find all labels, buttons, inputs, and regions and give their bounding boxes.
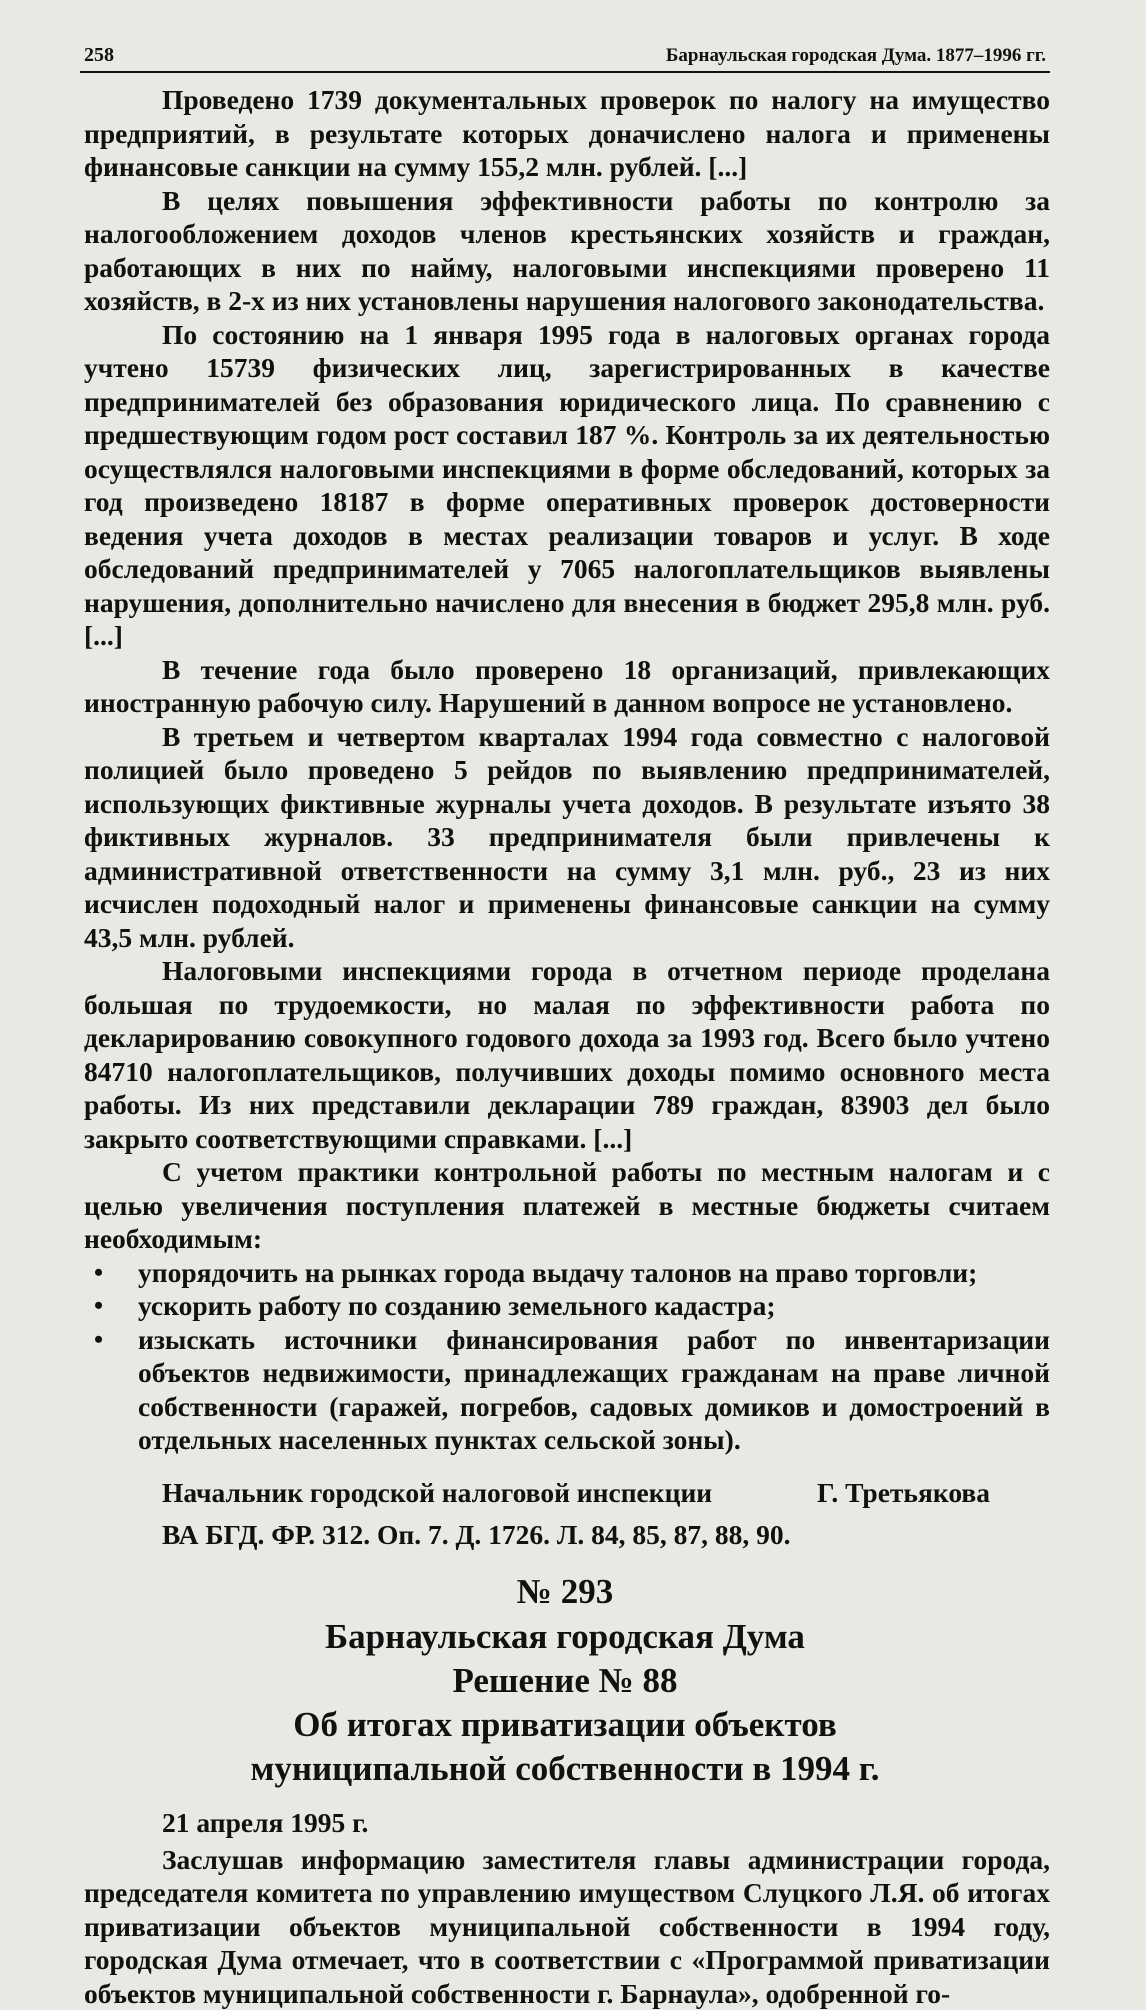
paragraph: Налоговыми инспекциями города в отчетном периоде проделана большая по трудоемкости, но малая по эффективности работа по декларированию совокупного годового дохода за 1993 год. Всего было учтено 84710 налогоплательщиков, получивших доходы помимо основного места работы. Из них представили декларации 789 граждан, 83903 дел было закрыто соответствующими справками. [...]	[84, 954, 1050, 1155]
document-heading	[80, 1569, 1050, 1791]
paragraph: Проведено 1739 документальных проверок по налогу на имущество предприятий, в результате которых доначислено налога и применены финансовые санкции на сумму 155,2 млн. рублей. [...]	[84, 83, 1050, 184]
organization-name: Барнаульская городская Дума	[80, 1615, 1050, 1659]
bullet-list	[84, 1256, 1050, 1457]
list-item	[84, 1256, 1050, 1290]
paragraph: По состоянию на 1 января 1995 года в налоговых органах города учтено 15739 физических лиц, зарегистрированных в качестве предпринимателей без образования юридического лица. По сравнению с предшествующим годом рост составил 187 %. Контроль за их деятельностью осуществлялся налоговыми инспекциями в форме обследований, которых за год произведено 18187 в форме оперативных проверок достоверности ведения учета доходов в местах реализации товаров и услуг. В ходе обследований предпринимателей у 7065 налогоплательщиков выявлены нарушения, дополнительно начислено для внесения в бюджет 295,8 млн. руб. [...]	[84, 318, 1050, 653]
page-number: 258	[84, 44, 114, 67]
list-item	[84, 1323, 1050, 1457]
list-item	[84, 1289, 1050, 1323]
decision-text	[80, 1843, 1050, 2010]
body-text	[80, 83, 1050, 1457]
paragraph: В течение года было проверено 18 организаций, привлекающих иностранную рабочую силу. Нарушений в данном вопросе не установлено.	[84, 653, 1050, 720]
signature	[80, 1477, 1050, 1509]
paragraph: В целях повышения эффективности работы по контролю за налогообложением доходов членов крестьянских хозяйств и граждан, работающих в них по найму, налоговыми инспекциями проверено 11 хозяйств, в 2-х из них установлены нарушения налогового законодательства.	[84, 184, 1050, 318]
list-item-text: ускорить работу по созданию земельного кадастра;	[138, 1290, 776, 1321]
bullet-icon: •	[94, 1323, 103, 1357]
bullet-icon: •	[94, 1289, 103, 1323]
list-item-text: изыскать источники финансирования работ по инвентаризации объектов недвижимости, принадлежащих гражданам на праве личной собственности (гаражей, погребов, садовых домиков и домостроений в отдельных населенных пунктах сельской зоны).	[138, 1324, 1050, 1456]
bullet-icon: •	[94, 1256, 103, 1290]
document-date: 21 апреля 1995 г.	[80, 1807, 1050, 1839]
decision-title: Решение № 88	[80, 1659, 1050, 1703]
list-item-text: упорядочить на рынках города выдачу талонов на право торговли;	[138, 1257, 977, 1288]
paragraph: В третьем и четвертом кварталах 1994 года совместно с налоговой полицией было проведено 5 рейдов по выявлению предпринимателей, использующих фиктивные журналы учета доходов. В результате изъято 38 фиктивных журналов. 33 предпринимателя были привлечены к административной ответственности на сумму 3,1 млн. руб., 23 из них исчислен подоходный налог и применены финансовые санкции на сумму 43,5 млн. рублей.	[84, 720, 1050, 955]
running-header	[80, 44, 1050, 73]
signature-position: Начальник городской налоговой инспекции	[162, 1477, 712, 1509]
subject-line-2: муниципальной собственности в 1994 г.	[80, 1747, 1050, 1791]
paragraph: Заслушав информацию заместителя главы администрации города, председателя комитета по управлению имуществом Слуцкого Л.Я. об итогах приватизации объектов муниципальной собственности в 1994 году, городская Дума отмечает, что в соответствии с «Программой приватизации объектов муниципальной собственности г. Барнаула», одобренной го-	[84, 1843, 1050, 2010]
archive-reference: ВА БГД. ФР. 312. Оп. 7. Д. 1726. Л. 84, 85, 87, 88, 90.	[80, 1519, 1050, 1551]
paragraph: С учетом практики контрольной работы по местным налогам и с целью увеличения поступления платежей в местные бюджеты считаем необходимым:	[84, 1155, 1050, 1256]
running-title: Барнаульская городская Дума. 1877–1996 гг.	[666, 45, 1046, 67]
signature-name: Г. Третьякова	[817, 1477, 990, 1509]
subject-line-1: Об итогах приватизации объектов	[80, 1703, 1050, 1747]
document-number: № 293	[80, 1569, 1050, 1615]
